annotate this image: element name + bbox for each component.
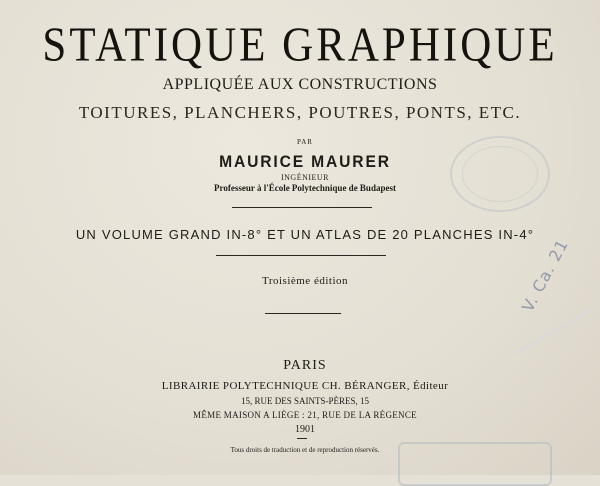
divider-top [232,207,372,208]
subtitle-applied: APPLIQUÉE AUX CONSTRUCTIONS [162,76,438,93]
volume-info: UN VOLUME GRAND IN-8° ET UN ATLAS DE 20 PLANCHES IN-4° [75,227,535,242]
divider-middle [216,255,386,256]
publication-year: 1901 [295,424,315,435]
author-role: INGÉNIEUR [280,173,330,182]
pencil-call-number: V. Ca. 21 [518,235,573,315]
library-stamp-bottom [398,442,552,486]
book-title: STATIQUE GRAPHIQUE [42,19,558,72]
publisher-name: LIBRAIRIE POLYTECHNIQUE CH. BÉRANGER, Éditeur [161,380,449,392]
paper-streak [514,307,595,355]
by-label: PAR [297,138,313,146]
divider-lower [265,313,341,314]
author-name: MAURICE MAURER [219,152,391,171]
publisher-branch-address: MÊME MAISON A LIÈGE : 21, RUE DE LA RÉGENCE [193,410,417,420]
subtitle-structures: TOITURES, PLANCHERS, POUTRES, PONTS, ETC. [78,103,522,122]
rights-notice: Tous droits de traduction et de reproduction réservés. [230,446,380,454]
divider-year [297,438,307,439]
author-position: Professeur à l'École Polytechnique de Budapest [214,183,396,193]
publisher-address: 15, RUE DES SAINTS-PÈRES, 15 [240,396,369,406]
library-stamp-faded [450,136,550,212]
publication-city: PARIS [283,358,327,373]
edition-label: Troisième édition [261,275,348,287]
